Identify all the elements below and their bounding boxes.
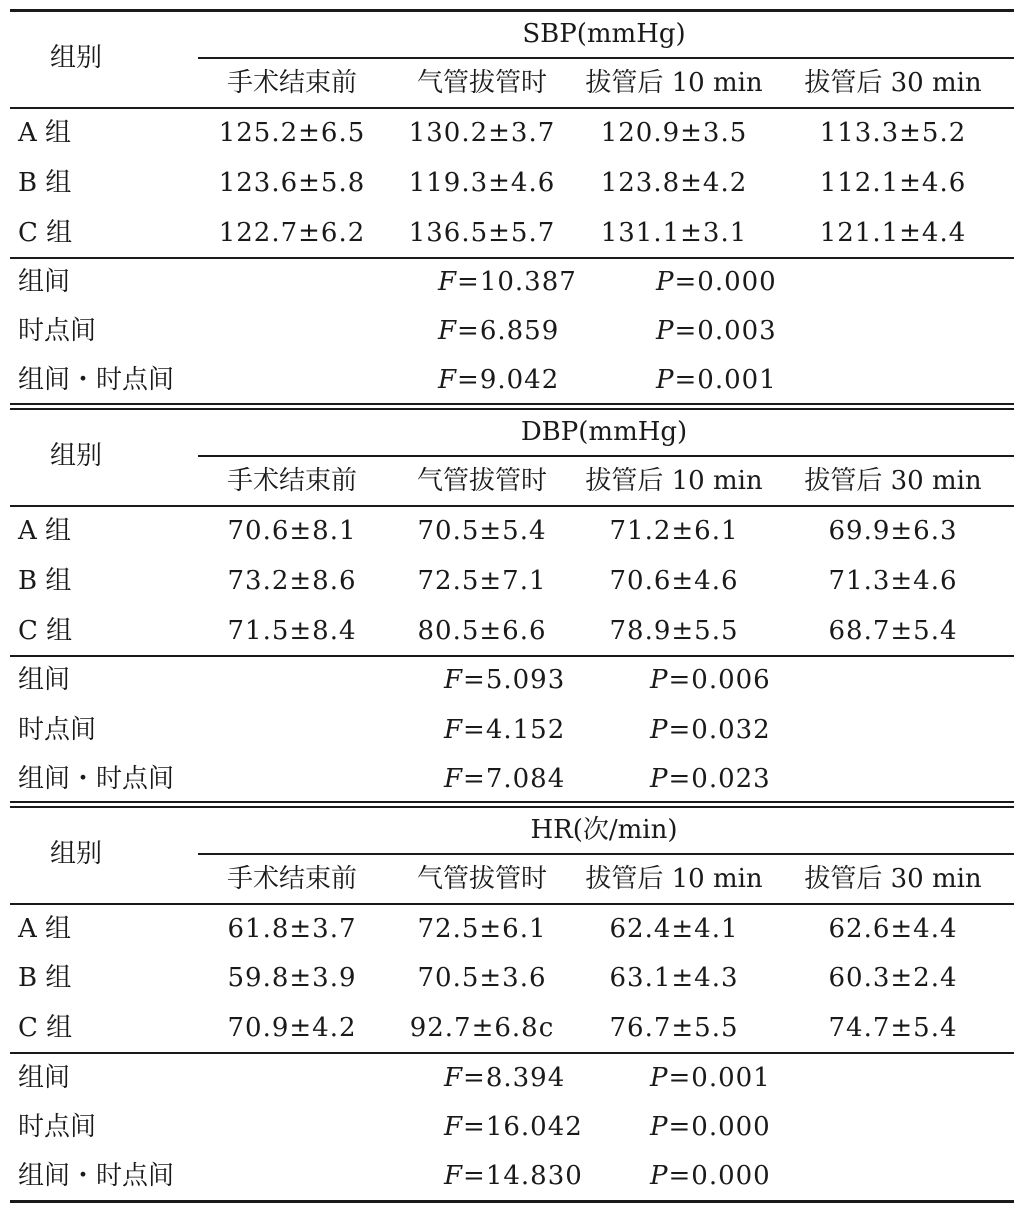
section-divider-rule: [10, 801, 1014, 803]
table-cell: 131.1±3.1: [600, 218, 748, 248]
section-header: HR(次/min): [530, 815, 678, 845]
group-column-header: 组别: [49, 839, 103, 869]
column-header: 气管拔管时: [416, 68, 548, 98]
p-value: P=0.032: [650, 715, 771, 745]
table-cell: 113.3±5.2: [819, 118, 967, 148]
group-label: C 组: [18, 218, 73, 248]
table-cell: 60.3±2.4: [828, 963, 958, 993]
header-bottom-rule: [10, 107, 1014, 109]
f-statistic: F=16.042: [444, 1112, 583, 1142]
stats-top-rule: [10, 1052, 1014, 1054]
table-cell: 120.9±3.5: [600, 118, 748, 148]
p-value: P=0.001: [650, 1063, 771, 1093]
header-bottom-rule: [10, 505, 1014, 507]
table-cell: 62.6±4.4: [828, 914, 958, 944]
header-sub-rule: [198, 853, 1014, 855]
f-statistic: F=14.830: [444, 1161, 583, 1191]
column-header: 手术结束前: [226, 68, 358, 98]
section-divider-rule: [10, 408, 1014, 410]
group-column-header: 组别: [49, 441, 103, 471]
column-header: 拔管后 10 min: [585, 68, 763, 98]
group-label: A 组: [18, 914, 72, 944]
stats-label: 时点间: [18, 1112, 97, 1142]
table-cell: 70.9±4.2: [227, 1013, 357, 1043]
table-cell: 71.5±8.4: [227, 616, 357, 646]
table-cell: 74.7±5.4: [828, 1013, 958, 1043]
table-cell: 61.8±3.7: [227, 914, 357, 944]
stats-label: 组间: [18, 1063, 71, 1093]
table-cell: 122.7±6.2: [218, 218, 366, 248]
table-cell: 59.8±3.9: [227, 963, 357, 993]
table-top-rule: [10, 9, 1014, 12]
table-cell: 70.5±5.4: [417, 516, 547, 546]
group-label: B 组: [18, 168, 72, 198]
table-cell: 119.3±4.6: [408, 168, 556, 198]
f-statistic: F=9.042: [438, 365, 560, 395]
table-cell: 71.3±4.6: [828, 566, 958, 596]
column-header: 拔管后 10 min: [585, 466, 763, 496]
table-cell: 112.1±4.6: [819, 168, 967, 198]
column-header: 手术结束前: [226, 466, 358, 496]
table-bottom-rule: [10, 1200, 1014, 1203]
table-cell: 71.2±6.1: [609, 516, 739, 546]
table-cell: 70.6±4.6: [609, 566, 739, 596]
table-cell: 70.6±8.1: [227, 516, 357, 546]
stats-label: 时点间: [18, 715, 97, 745]
column-header: 拔管后 10 min: [585, 864, 763, 894]
group-label: A 组: [18, 118, 72, 148]
table-cell: 78.9±5.5: [609, 616, 739, 646]
column-header: 手术结束前: [226, 864, 358, 894]
table-cell: 130.2±3.7: [408, 118, 556, 148]
table-cell: 76.7±5.5: [609, 1013, 739, 1043]
column-header: 拔管后 30 min: [804, 466, 982, 496]
section-divider-rule: [10, 806, 1014, 808]
table-cell: 72.5±7.1: [417, 566, 547, 596]
column-header: 气管拔管时: [416, 466, 548, 496]
section-header: DBP(mmHg): [520, 417, 688, 447]
table-cell: 125.2±6.5: [218, 118, 366, 148]
p-value: P=0.023: [650, 764, 771, 794]
header-sub-rule: [198, 455, 1014, 457]
f-statistic: F=8.394: [444, 1063, 566, 1093]
table-cell: 73.2±8.6: [227, 566, 357, 596]
table-cell: 70.5±3.6: [417, 963, 547, 993]
table-cell: 80.5±6.6: [417, 616, 547, 646]
table-cell: 63.1±4.3: [609, 963, 739, 993]
stats-top-rule: [10, 257, 1014, 259]
column-header: 拔管后 30 min: [804, 68, 982, 98]
f-statistic: F=10.387: [438, 267, 577, 297]
table-cell: 123.6±5.8: [218, 168, 366, 198]
stats-label: 组间: [18, 267, 71, 297]
p-value: P=0.000: [656, 267, 777, 297]
header-sub-rule: [198, 57, 1014, 59]
group-label: B 组: [18, 963, 72, 993]
table-cell: 69.9±6.3: [828, 516, 958, 546]
column-header: 气管拔管时: [416, 864, 548, 894]
stats-label: 组间: [18, 665, 71, 695]
p-value: P=0.006: [650, 665, 771, 695]
header-bottom-rule: [10, 903, 1014, 905]
section-divider-rule: [10, 403, 1014, 405]
p-value: P=0.000: [650, 1161, 771, 1191]
stats-label: 组间・时点间: [18, 1161, 175, 1191]
stats-label: 时点间: [18, 316, 97, 346]
table-cell: 92.7±6.8c: [409, 1013, 555, 1043]
table-cell: 123.8±4.2: [600, 168, 748, 198]
p-value: P=0.000: [650, 1112, 771, 1142]
f-statistic: F=6.859: [438, 316, 560, 346]
table-cell: 68.7±5.4: [828, 616, 958, 646]
group-label: C 组: [18, 1013, 73, 1043]
stats-label: 组间・时点间: [18, 764, 175, 794]
f-statistic: F=5.093: [444, 665, 566, 695]
group-column-header: 组别: [49, 43, 103, 73]
table-cell: 72.5±6.1: [417, 914, 547, 944]
f-statistic: F=7.084: [444, 764, 566, 794]
table-cell: 121.1±4.4: [819, 218, 967, 248]
f-statistic: F=4.152: [444, 715, 566, 745]
group-label: A 组: [18, 516, 72, 546]
stats-top-rule: [10, 655, 1014, 657]
p-value: P=0.001: [656, 365, 777, 395]
column-header: 拔管后 30 min: [804, 864, 982, 894]
p-value: P=0.003: [656, 316, 777, 346]
stats-label: 组间・时点间: [18, 365, 175, 395]
group-label: B 组: [18, 566, 72, 596]
table-cell: 136.5±5.7: [408, 218, 556, 248]
section-header: SBP(mmHg): [522, 19, 686, 49]
group-label: C 组: [18, 616, 73, 646]
table-cell: 62.4±4.1: [609, 914, 739, 944]
